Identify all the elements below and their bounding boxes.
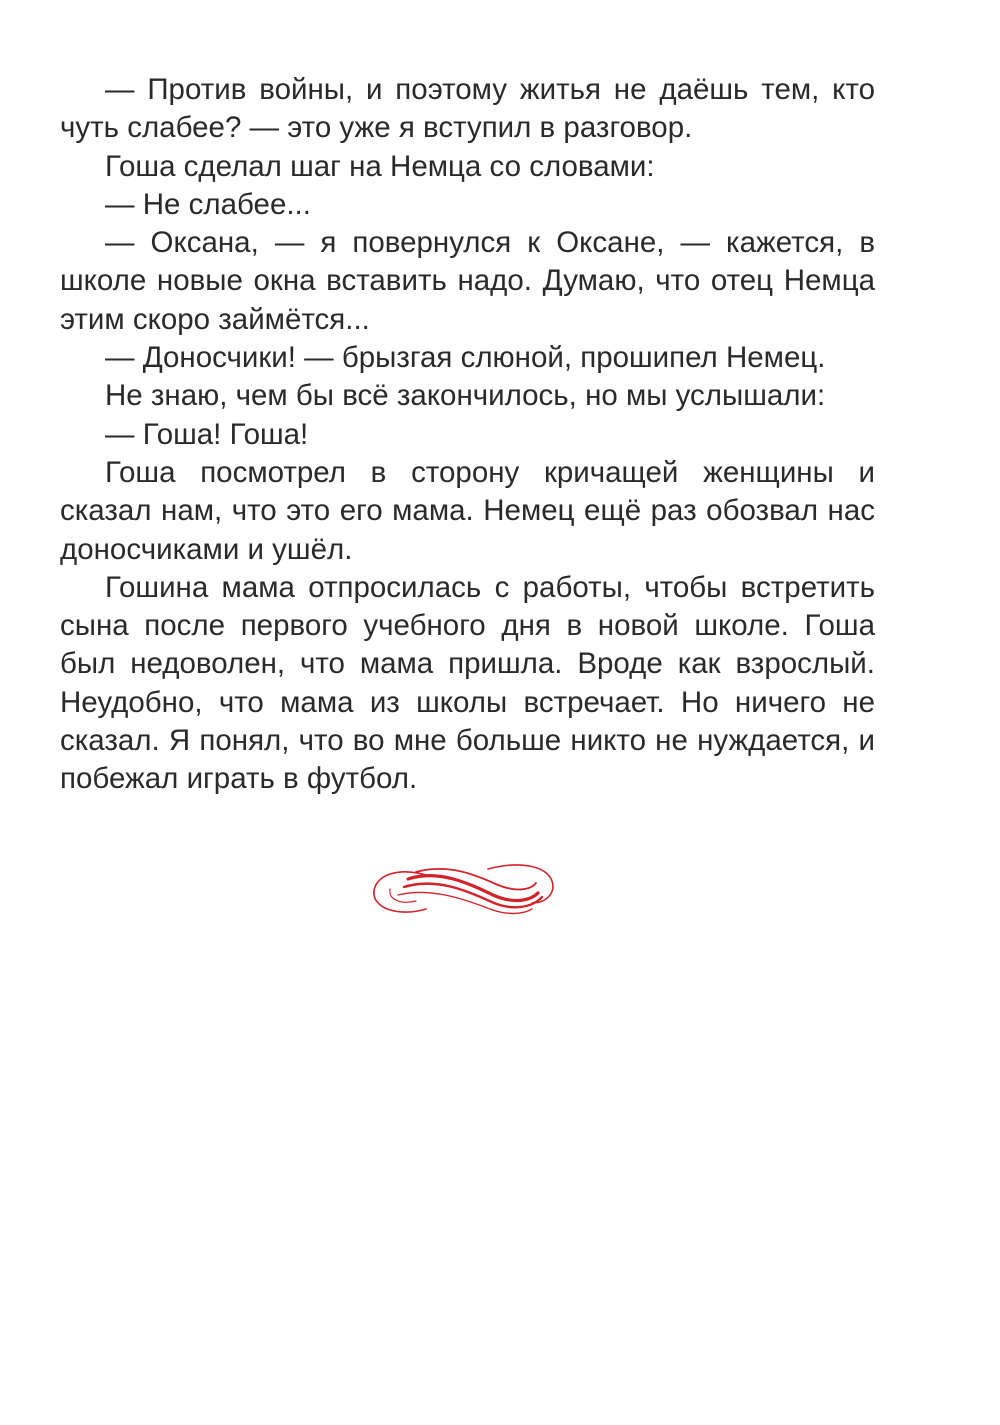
body-text — [60, 71, 875, 799]
paragraph-2: Гоша сделал шаг на Немца со словами: — [105, 149, 655, 183]
flourish-divider-icon — [368, 853, 558, 923]
paragraph-6: Не знаю, чем бы всё закончилось, но мы услышали: — [105, 379, 826, 413]
paragraph-1: — Против войны, и поэтому житья не даёшь тем, кто чуть слабее? — это уже я вступил в разговор. — [60, 73, 875, 145]
paragraph-8: Гоша посмотрел в сторону кричащей женщины и сказал нам, что это его мама. Немец ещё раз обозвал нас доносчиками и ушёл. — [60, 455, 875, 566]
paragraph-4: — Оксана, — я повернулся к Оксане, — кажется, в школе новые окна вставить надо. Думаю, что отец Немца этим скоро займётся... — [60, 226, 875, 336]
paragraph-5: — Доносчики! — брызгая слюной, прошипел Немец. — [105, 341, 826, 375]
paragraph-7: — Гоша! Гоша! — [105, 417, 309, 451]
paragraph-9: Гошина мама отпросилась с работы, чтобы встретить сына после первого учебного дня в новой школе. Гоша был недоволен, что мама пришла. Вроде как взрослый. Неудобно, что мама из школы встречает. Но ничего не сказал. Я понял, что во мне больше никто не нуждается, и побежал играть в футбол. — [60, 570, 875, 796]
paragraph-3: — Не слабее... — [105, 187, 311, 221]
